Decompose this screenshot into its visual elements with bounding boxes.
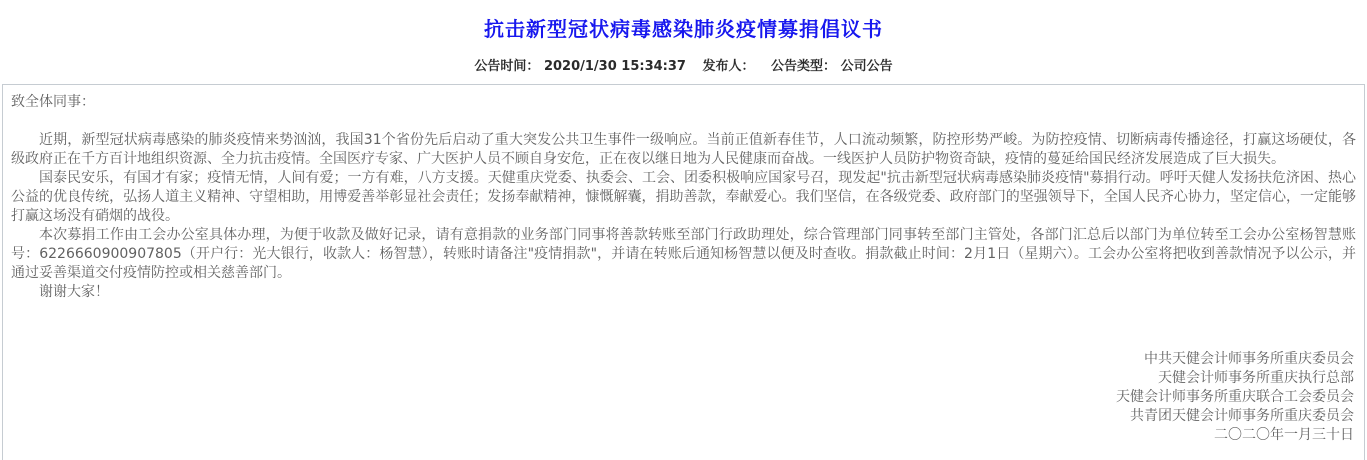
announcement-meta xyxy=(0,55,1367,74)
paragraph-2: 国泰民安乐，有国才有家；疫情无情，人间有爱；一方有难，八方支援。天健重庆党委、执委会、工会、团委积极响应国家号召，现发起"抗击新型冠状病毒感染肺炎疫情"募捐行动。呼吁天健人发扬扶危济困、热心公益的优良传统，弘扬人道主义精神、守望相助，用博爱善举彰显社会责任；发扬奉献精神，慷慨解囊，捐助善款，奉献爱心。我们坚信，在各级党委、政府部门的坚强领导下，全国人民齐心协力，坚定信心，一定能够打赢这场没有硝烟的战役。 xyxy=(11,170,1356,224)
paragraph-3: 本次募捐工作由工会办公室具体办理，为便于收款及做好记录，请有意捐款的业务部门同事将善款转账至部门行政助理处，综合管理部门同事转至部门主管处，各部门汇总后以部门为单位转至工会办公室杨智慧账号：6226660900907805（开户行：光大银行，收款人：杨智慧），转账时请备注"疫情捐款"，并请在转账后通知杨智慧以便及时查收。捐款截止时间：2月1日（星期六）。工会办公室将把收到善款情况予以公示，并通过妥善渠道交付疫情防控或相关慈善部门。 xyxy=(11,227,1356,281)
paragraph-thanks: 谢谢大家！ xyxy=(39,284,109,300)
meta-publisher-label: 发布人： xyxy=(702,59,755,74)
meta-time-label: 公告时间： xyxy=(474,59,540,74)
page-title: 抗击新型冠状病毒感染肺炎疫情募捐倡议书 xyxy=(484,17,883,41)
announcement-content-box xyxy=(2,84,1365,460)
signature-line: 共青团天健会计师事务所重庆委员会 xyxy=(1130,408,1354,424)
meta-time-value: 2020/1/30 15:34:37 xyxy=(543,59,686,74)
meta-type-label: 公告类型： xyxy=(771,59,837,74)
salutation: 致全体同事： xyxy=(11,94,95,110)
signature-line: 中共天健会计师事务所重庆委员会 xyxy=(1144,351,1354,367)
signature-line: 天健会计师事务所重庆执行总部 xyxy=(1158,370,1354,386)
meta-publisher xyxy=(702,59,759,74)
meta-type-value: 公司公告 xyxy=(840,59,893,74)
signature-line: 天健会计师事务所重庆联合工会委员会 xyxy=(1116,389,1354,405)
signature-block xyxy=(11,350,1356,445)
signature-date: 二〇二〇年一月三十日 xyxy=(1214,427,1354,443)
meta-type xyxy=(771,59,893,74)
paragraph-1: 近期，新型冠状病毒感染的肺炎疫情来势汹汹，我国31个省份先后启动了重大突发公共卫生事件一级响应。当前正值新春佳节，人口流动频繁，防控形势严峻。为防控疫情、切断病毒传播途径，打赢这场硬仗，各级政府正在千方百计地组织资源、全力抗击疫情。全国医疗专家、广大医护人员不顾自身安危，正在夜以继日地为人民健康而奋战。一线医护人员防护物资奇缺，疫情的蔓延给国民经济发展造成了巨大损失。 xyxy=(11,132,1356,167)
meta-publish-time xyxy=(474,59,690,74)
